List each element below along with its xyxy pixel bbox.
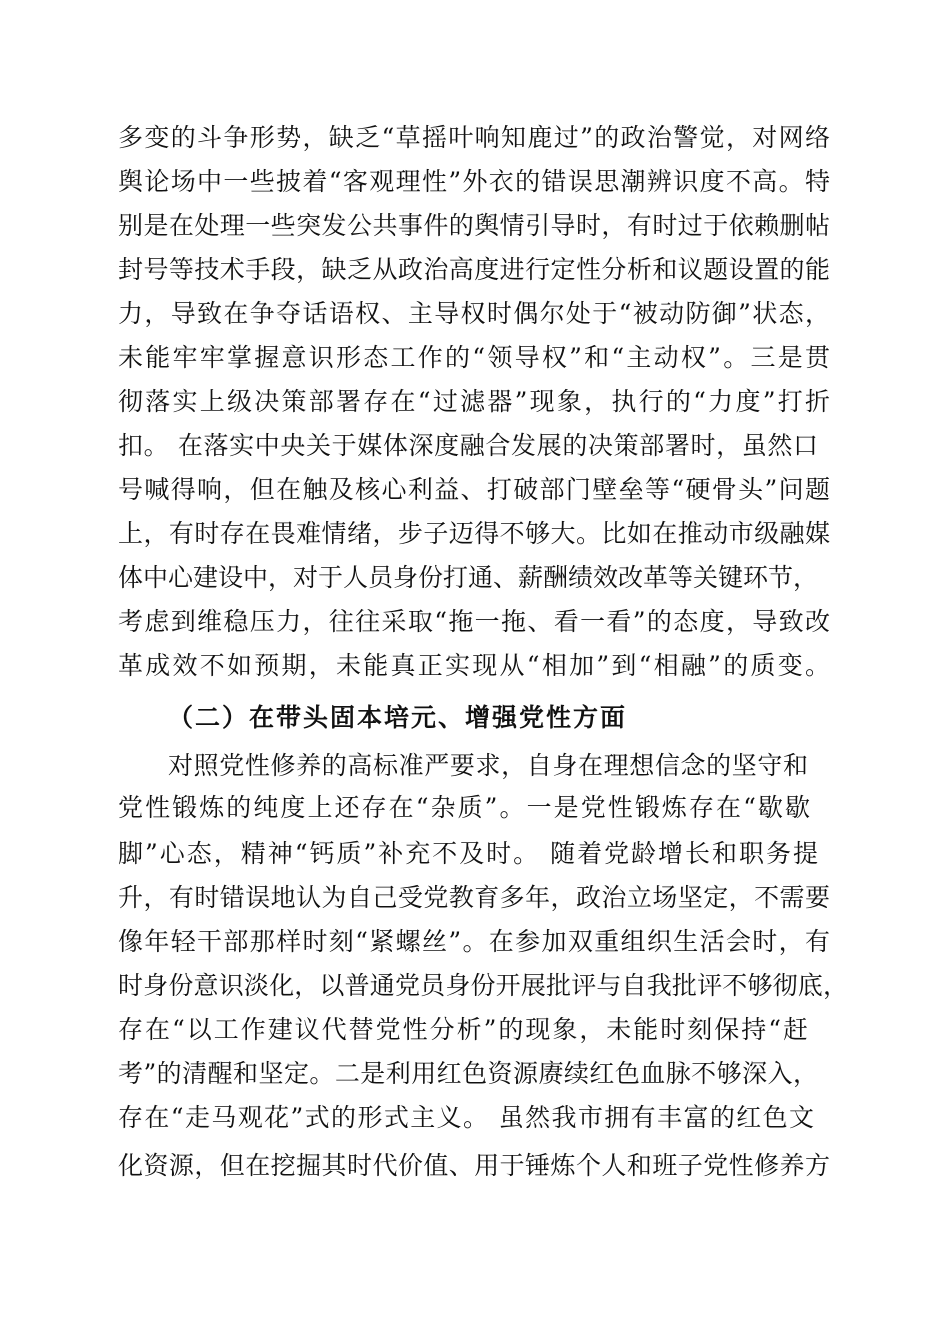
text-line: 扣。 在落实中央关于媒体深度融合发展的决策部署时，虽然口	[118, 431, 818, 460]
text-line: 封号等技术手段，缺乏从政治高度进行定性分析和议题设置的能	[118, 255, 830, 284]
text-line: 脚”心态，精神“钙质”补充不及时。 随着党龄增长和职务提	[118, 839, 818, 868]
text-line: 存在“以工作建议代替党性分析”的现象，未能时刻保持“赶	[118, 1015, 808, 1044]
text-line: 时身份意识淡化，以普通党员身份开展批评与自我批评不够彻底，	[118, 971, 848, 1000]
text-line: 革成效不如预期，未能真正实现从“相加”到“相融”的质变。	[118, 651, 830, 680]
text-line: 像年轻干部那样时刻“紧螺丝”。在参加双重组织生活会时，有	[118, 927, 830, 956]
text-line: 体中心建设中，对于人员身份打通、薪酬绩效改革等关键环节，	[118, 563, 819, 592]
text-line: 舆论场中一些披着“客观理性”外衣的错误思潮辨识度不高。特	[118, 167, 830, 196]
text-line: 上，有时存在畏难情绪，步子迈得不够大。比如在推动市级融媒	[118, 519, 830, 548]
text-line: 存在“走马观花”式的形式主义。 虽然我市拥有丰富的红色文	[118, 1103, 814, 1132]
section-heading: （二）在带头固本培元、增强党性方面	[168, 703, 628, 732]
text-line: 党性锻炼的纯度上还存在“杂质”。一是党性锻炼存在“歇歇	[118, 793, 810, 822]
text-line: 考虑到维稳压力，往往采取“拖一拖、看一看”的态度，导致改	[118, 607, 830, 636]
text-line: 彻落实上级决策部署存在“过滤器”现象，执行的“力度”打折	[118, 387, 830, 416]
text-line: 别是在处理一些突发公共事件的舆情引导时，有时过于依赖删帖	[118, 211, 830, 240]
text-line: 多变的斗争形势，缺乏“草摇叶响知鹿过”的政治警觉，对网络	[118, 123, 830, 152]
text-line: 化资源，但在挖掘其时代价值、用于锤炼个人和班子党性修养方	[118, 1151, 830, 1180]
text-line: 未能牢牢掌握意识形态工作的“领导权”和“主动权”。三是贯	[118, 343, 830, 372]
text-line: 对照党性修养的高标准严要求，自身在理想信念的坚守和	[168, 751, 808, 780]
text-line: 考”的清醒和坚定。二是利用红色资源赓续红色血脉不够深入，	[118, 1059, 818, 1088]
text-line: 号喊得响，但在触及核心利益、打破部门壁垒等“硬骨头”问题	[118, 475, 830, 504]
text-line: 升，有时错误地认为自己受党教育多年，政治立场坚定，不需要	[118, 883, 830, 912]
text-line: 力，导致在争夺话语权、主导权时偶尔处于“被动防御”状态，	[118, 299, 830, 328]
